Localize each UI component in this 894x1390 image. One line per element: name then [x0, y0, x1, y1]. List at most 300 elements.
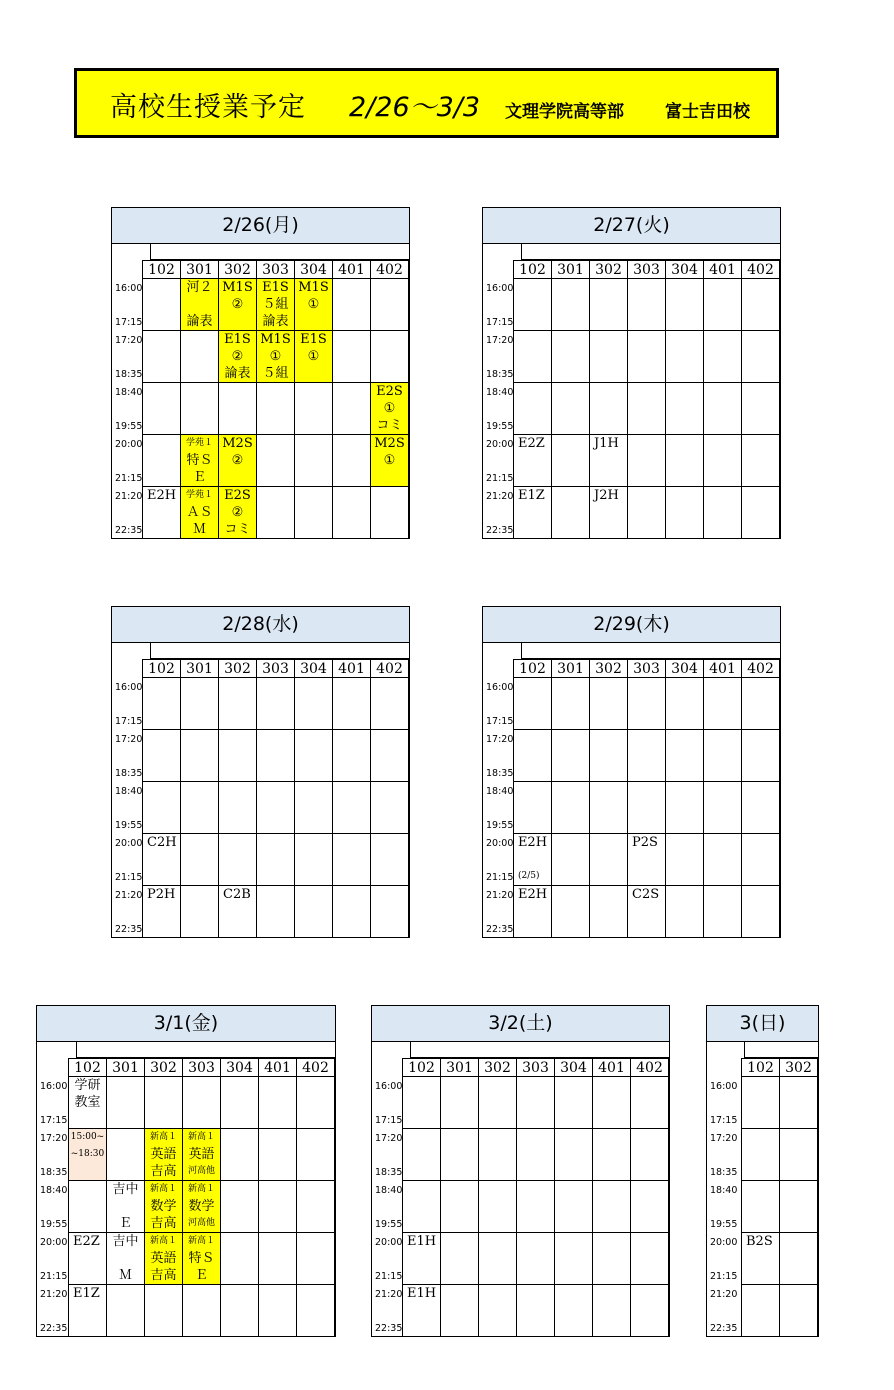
class-cell	[666, 383, 704, 435]
room-header: 302	[219, 660, 257, 678]
time-start-label: 17:20	[115, 335, 143, 346]
class-label: ②	[231, 505, 244, 520]
class-cell	[780, 1181, 818, 1233]
time-end-label: 19:55	[710, 1219, 738, 1230]
time-end-label: 19:55	[486, 421, 514, 432]
class-cell	[145, 1285, 183, 1337]
class-cell	[183, 1077, 221, 1129]
banner-school: 文理学院高等部	[505, 102, 624, 122]
day-title: 2/29(木)	[483, 607, 780, 643]
room-header: 402	[371, 660, 409, 678]
class-cell	[107, 1233, 145, 1285]
class-label: 新高１	[187, 1236, 215, 1246]
class-cell	[628, 383, 666, 435]
time-start-label: 21:20	[375, 1289, 403, 1300]
class-cell	[514, 834, 552, 886]
class-cell	[704, 279, 742, 331]
room-header: 301	[552, 660, 590, 678]
room-header: 302	[590, 261, 628, 279]
class-cell	[333, 834, 371, 886]
room-header: 304	[295, 660, 333, 678]
class-cell	[552, 279, 590, 331]
day-schedule	[36, 1005, 336, 1337]
class-label: ②	[231, 297, 244, 312]
time-end-label: 22:35	[115, 525, 143, 536]
time-start-label: 16:00	[710, 1081, 738, 1092]
class-label: E1H	[407, 1234, 437, 1249]
class-label: 数学	[150, 1199, 177, 1214]
class-label: 論表	[186, 314, 213, 329]
class-cell	[295, 279, 333, 331]
time-end-label: 18:35	[115, 369, 143, 380]
class-cell	[555, 1233, 593, 1285]
class-label: 論表	[224, 366, 251, 381]
class-cell	[742, 1129, 780, 1181]
class-cell	[371, 383, 409, 435]
class-cell	[371, 435, 409, 487]
class-cell	[371, 730, 409, 782]
class-cell	[297, 1181, 335, 1233]
time-start-label: 17:20	[115, 734, 143, 745]
time-start-label: 16:00	[375, 1081, 403, 1092]
class-cell	[259, 1285, 297, 1337]
class-cell	[514, 487, 552, 539]
class-label	[107, 1198, 144, 1215]
class-label: C2H	[147, 835, 177, 850]
class-cell	[143, 678, 181, 730]
class-cell	[742, 1285, 780, 1337]
class-cell	[555, 1181, 593, 1233]
class-label: Ｍ	[118, 1268, 132, 1283]
time-start-label: 18:40	[375, 1185, 403, 1196]
class-label: 吉高	[150, 1164, 177, 1179]
class-label: 吉中	[112, 1234, 139, 1249]
room-grid	[513, 659, 780, 938]
class-cell	[371, 331, 409, 383]
room-header: 302	[219, 261, 257, 279]
class-cell	[221, 1077, 259, 1129]
time-slot-row	[143, 383, 409, 435]
title-banner	[74, 68, 779, 138]
class-label: ５組	[262, 366, 289, 381]
class-cell	[371, 279, 409, 331]
class-cell	[107, 1181, 145, 1233]
class-cell	[143, 886, 181, 938]
time-start-label: 17:20	[486, 734, 514, 745]
time-end-label: 19:55	[115, 820, 143, 831]
class-label: Ｅ	[194, 1268, 208, 1283]
class-label: (2/5)	[518, 871, 540, 881]
room-grid	[741, 1058, 818, 1337]
class-label: 英語	[188, 1147, 215, 1162]
class-label: 15:00~	[70, 1132, 105, 1142]
time-slot-row	[514, 730, 780, 782]
class-cell	[441, 1285, 479, 1337]
class-cell	[371, 487, 409, 539]
time-end-label: 17:15	[115, 317, 143, 328]
class-cell	[514, 279, 552, 331]
class-cell	[593, 1285, 631, 1337]
class-cell	[143, 383, 181, 435]
class-cell	[145, 1233, 183, 1285]
class-cell	[295, 678, 333, 730]
day-schedule	[482, 207, 781, 539]
time-end-label: 19:55	[375, 1219, 403, 1230]
time-slot-row	[742, 1233, 818, 1285]
class-cell	[590, 730, 628, 782]
class-cell	[69, 1077, 107, 1129]
time-slot-row	[742, 1285, 818, 1337]
class-cell	[628, 730, 666, 782]
class-cell	[517, 1077, 555, 1129]
header-spacer	[521, 642, 780, 659]
time-end-label: 18:35	[115, 768, 143, 779]
time-start-label: 16:00	[40, 1081, 68, 1092]
class-cell	[631, 1285, 669, 1337]
class-cell	[371, 782, 409, 834]
class-label: M2S	[374, 436, 405, 451]
day-title: 3(日)	[707, 1006, 818, 1042]
room-grid	[68, 1058, 335, 1337]
class-cell	[555, 1285, 593, 1337]
class-cell	[590, 435, 628, 487]
class-cell	[517, 1129, 555, 1181]
class-cell	[780, 1233, 818, 1285]
class-cell	[631, 1129, 669, 1181]
class-cell	[183, 1233, 221, 1285]
time-slot-row	[143, 678, 409, 730]
class-cell	[257, 331, 295, 383]
class-label	[107, 1250, 144, 1267]
class-cell	[780, 1285, 818, 1337]
time-end-label: 18:35	[486, 369, 514, 380]
time-start-label: 20:00	[375, 1237, 403, 1248]
class-cell	[181, 886, 219, 938]
time-start-label: 16:00	[115, 682, 143, 693]
class-cell	[107, 1285, 145, 1337]
class-label: ①	[383, 453, 396, 468]
class-cell	[441, 1181, 479, 1233]
class-cell	[742, 331, 780, 383]
class-label: ＡＳ	[186, 505, 213, 520]
class-label: 特Ｓ	[188, 1251, 215, 1266]
time-end-label: 21:15	[40, 1271, 68, 1282]
class-cell	[590, 331, 628, 383]
class-cell	[590, 383, 628, 435]
class-cell	[107, 1129, 145, 1181]
time-slot-row	[514, 435, 780, 487]
class-cell	[181, 834, 219, 886]
room-header: 303	[257, 660, 295, 678]
time-start-label: 20:00	[486, 439, 514, 450]
class-cell	[666, 487, 704, 539]
class-cell	[666, 782, 704, 834]
class-cell	[295, 331, 333, 383]
class-cell	[143, 834, 181, 886]
class-cell	[593, 1233, 631, 1285]
time-end-label: 17:15	[115, 716, 143, 727]
class-label: 河高他	[187, 1218, 215, 1228]
class-cell	[514, 678, 552, 730]
class-cell	[181, 730, 219, 782]
time-end-label: 22:35	[486, 924, 514, 935]
class-cell	[631, 1233, 669, 1285]
class-label: E1H	[407, 1286, 437, 1301]
class-cell	[69, 1233, 107, 1285]
class-cell	[593, 1077, 631, 1129]
class-cell	[479, 1129, 517, 1181]
banner-branch: 富士吉田校	[665, 102, 750, 122]
class-label: 新高１	[187, 1132, 215, 1142]
time-slot-row	[69, 1129, 335, 1181]
class-cell	[257, 782, 295, 834]
class-label: 学研	[74, 1078, 101, 1093]
class-label: M1S	[260, 332, 291, 347]
class-cell	[628, 834, 666, 886]
class-cell	[295, 487, 333, 539]
class-cell	[704, 383, 742, 435]
class-cell	[552, 383, 590, 435]
class-label: ②	[231, 453, 244, 468]
class-cell	[143, 279, 181, 331]
time-start-label: 20:00	[115, 439, 143, 450]
class-label: ①	[383, 401, 396, 416]
header-spacer	[744, 1041, 818, 1058]
day-title: 2/26(月)	[112, 208, 409, 244]
time-end-label: 21:15	[710, 1271, 738, 1282]
class-cell	[403, 1233, 441, 1285]
class-cell	[742, 1233, 780, 1285]
class-cell	[552, 331, 590, 383]
class-cell	[259, 1077, 297, 1129]
class-cell	[628, 487, 666, 539]
class-cell	[219, 487, 257, 539]
class-cell	[221, 1129, 259, 1181]
class-label: E1Z	[73, 1286, 100, 1301]
day-title: 2/27(火)	[483, 208, 780, 244]
room-header: 402	[742, 660, 780, 678]
room-grid	[513, 260, 780, 539]
time-start-label: 21:20	[40, 1289, 68, 1300]
room-grid	[142, 260, 409, 539]
day-schedule	[706, 1005, 819, 1337]
time-slot-row	[514, 383, 780, 435]
class-cell	[742, 383, 780, 435]
class-cell	[145, 1181, 183, 1233]
class-label: 数学	[188, 1199, 215, 1214]
day-schedule	[482, 606, 781, 938]
room-header: 102	[514, 660, 552, 678]
class-label: C2S	[632, 887, 660, 902]
room-header: 402	[742, 261, 780, 279]
class-cell	[780, 1077, 818, 1129]
room-header: 303	[183, 1059, 221, 1077]
class-cell	[441, 1129, 479, 1181]
class-label: 特Ｓ	[186, 453, 213, 468]
class-label: B2S	[746, 1234, 773, 1249]
class-label: E2H	[517, 835, 548, 850]
room-header: 302	[590, 660, 628, 678]
room-header: 304	[666, 261, 704, 279]
room-header: 304	[295, 261, 333, 279]
class-cell	[514, 782, 552, 834]
class-label: コミ	[376, 418, 403, 433]
class-cell	[704, 487, 742, 539]
header-spacer	[150, 642, 409, 659]
class-cell	[257, 487, 295, 539]
class-cell	[219, 782, 257, 834]
time-slot-row	[514, 834, 780, 886]
time-end-label: 21:15	[486, 473, 514, 484]
class-cell	[297, 1233, 335, 1285]
time-slot-row	[403, 1233, 669, 1285]
class-label: 学苑１	[185, 490, 213, 500]
class-cell	[295, 886, 333, 938]
time-start-label: 16:00	[115, 283, 143, 294]
class-label: 学苑１	[185, 438, 213, 448]
class-cell	[742, 279, 780, 331]
class-cell	[219, 730, 257, 782]
class-cell	[221, 1181, 259, 1233]
class-cell	[257, 435, 295, 487]
class-cell	[295, 435, 333, 487]
class-cell	[555, 1129, 593, 1181]
time-slot-row	[514, 279, 780, 331]
time-end-label: 19:55	[40, 1219, 68, 1230]
room-header: 102	[403, 1059, 441, 1077]
room-header: 304	[666, 660, 704, 678]
time-slot-row	[69, 1285, 335, 1337]
room-header: 402	[297, 1059, 335, 1077]
class-cell	[704, 678, 742, 730]
class-label: 吉中	[112, 1182, 139, 1197]
class-label: P2H	[147, 887, 176, 902]
class-cell	[297, 1129, 335, 1181]
time-slot-row	[514, 886, 780, 938]
time-slot-row	[69, 1233, 335, 1285]
class-cell	[666, 886, 704, 938]
class-cell	[742, 782, 780, 834]
class-cell	[704, 834, 742, 886]
class-cell	[590, 782, 628, 834]
class-cell	[143, 331, 181, 383]
class-label: E2Z	[73, 1234, 100, 1249]
time-slot-row	[403, 1181, 669, 1233]
time-end-label: 18:35	[486, 768, 514, 779]
class-cell	[181, 383, 219, 435]
class-cell	[333, 383, 371, 435]
class-cell	[552, 886, 590, 938]
class-cell	[628, 435, 666, 487]
time-end-label: 17:15	[486, 317, 514, 328]
class-cell	[257, 678, 295, 730]
class-cell	[183, 1285, 221, 1337]
room-header: 301	[441, 1059, 479, 1077]
class-cell	[333, 678, 371, 730]
class-cell	[69, 1181, 107, 1233]
class-cell	[628, 886, 666, 938]
day-title: 3/2(土)	[372, 1006, 669, 1042]
class-label: Ｅ	[118, 1216, 132, 1231]
class-label: コミ	[224, 522, 251, 537]
class-cell	[371, 678, 409, 730]
class-cell	[221, 1233, 259, 1285]
class-cell	[514, 730, 552, 782]
time-start-label: 16:00	[486, 283, 514, 294]
time-end-label: 18:35	[710, 1167, 738, 1178]
class-cell	[517, 1285, 555, 1337]
class-label: 河高他	[187, 1166, 215, 1176]
time-start-label: 18:40	[486, 387, 514, 398]
time-slot-row	[514, 782, 780, 834]
class-cell	[517, 1233, 555, 1285]
class-cell	[107, 1077, 145, 1129]
class-label: M1S	[222, 280, 253, 295]
class-label: 英語	[150, 1251, 177, 1266]
time-slot-row	[143, 279, 409, 331]
class-cell	[479, 1181, 517, 1233]
class-cell	[333, 435, 371, 487]
room-header: 303	[257, 261, 295, 279]
time-slot-row	[514, 678, 780, 730]
room-grid	[142, 659, 409, 938]
class-cell	[181, 279, 219, 331]
class-cell	[590, 279, 628, 331]
time-slot-row	[143, 331, 409, 383]
time-start-label: 21:20	[115, 491, 143, 502]
class-cell	[590, 834, 628, 886]
class-cell	[333, 730, 371, 782]
class-cell	[631, 1077, 669, 1129]
class-cell	[742, 435, 780, 487]
time-start-label: 17:20	[40, 1133, 68, 1144]
time-end-label: 22:35	[710, 1323, 738, 1334]
class-label: E2H	[518, 887, 548, 902]
time-slot-row	[514, 487, 780, 539]
class-cell	[666, 435, 704, 487]
class-cell	[219, 331, 257, 383]
class-cell	[257, 279, 295, 331]
class-label: E1Z	[518, 488, 545, 503]
time-start-label: 20:00	[710, 1237, 738, 1248]
class-cell	[403, 1077, 441, 1129]
class-cell	[514, 383, 552, 435]
class-cell	[143, 487, 181, 539]
room-header: 402	[631, 1059, 669, 1077]
class-cell	[517, 1181, 555, 1233]
class-cell	[143, 730, 181, 782]
class-label: J1H	[594, 436, 619, 451]
class-label	[514, 851, 551, 868]
time-start-label: 17:20	[486, 335, 514, 346]
room-header: 401	[704, 261, 742, 279]
time-slot-row	[69, 1181, 335, 1233]
class-cell	[257, 383, 295, 435]
room-grid	[402, 1058, 669, 1337]
time-end-label: 21:15	[375, 1271, 403, 1282]
room-header: 303	[517, 1059, 555, 1077]
room-header: 304	[555, 1059, 593, 1077]
banner-title: 高校生授業予定	[110, 92, 306, 123]
class-label: E2H	[147, 488, 177, 503]
class-cell	[552, 487, 590, 539]
class-cell	[479, 1077, 517, 1129]
class-cell	[403, 1285, 441, 1337]
class-cell	[666, 834, 704, 886]
class-cell	[143, 782, 181, 834]
class-label: 英語	[150, 1147, 177, 1162]
class-cell	[628, 279, 666, 331]
